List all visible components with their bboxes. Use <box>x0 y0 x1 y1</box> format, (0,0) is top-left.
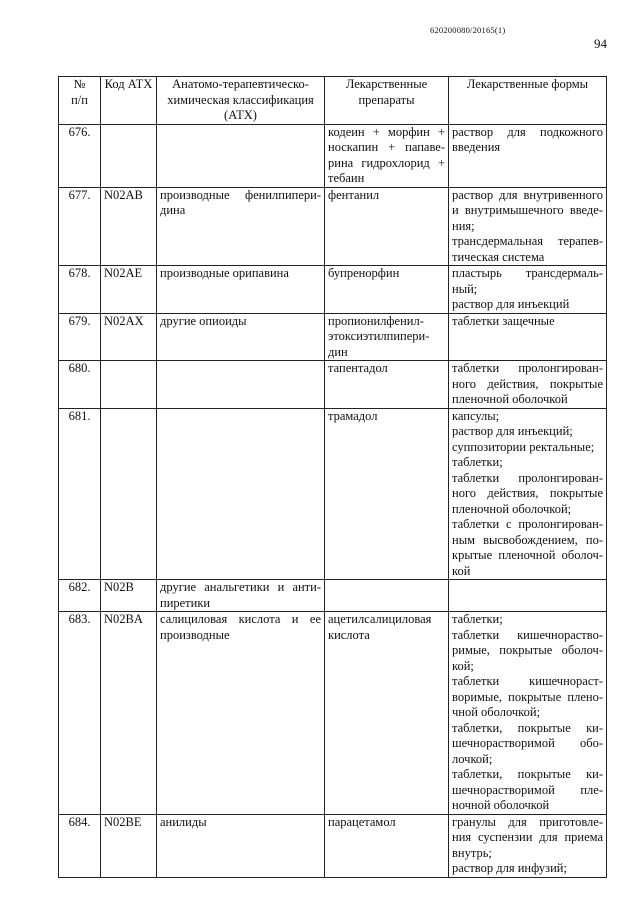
atc-code: N02AB <box>101 187 157 266</box>
row-number: 684. <box>59 814 101 877</box>
classification-cell <box>157 580 325 612</box>
atc-code: N02BE <box>101 814 157 877</box>
cell-line: раствор для инфузий; <box>452 861 567 875</box>
cell-line: введения <box>452 140 501 154</box>
cell-line: ацетилсалициловая <box>328 612 432 626</box>
cell-line: таблетки, покрытые ки- <box>452 720 603 735</box>
dosage-forms-cell <box>449 124 607 187</box>
drug-cell <box>325 408 449 580</box>
cell-line: таблетки защечные <box>452 313 555 328</box>
atc-code <box>101 408 157 580</box>
header-dosage-forms: Лекарственные формы <box>449 77 607 125</box>
cell-line: ния; <box>452 218 475 233</box>
classification-cell <box>157 408 325 580</box>
drug-cell <box>325 124 449 187</box>
cell-line: бупренорфин <box>328 266 400 280</box>
drug-cell <box>325 187 449 266</box>
page-number: 94 <box>594 36 607 51</box>
table-row <box>59 408 607 580</box>
atc-code <box>101 124 157 187</box>
cell-line: пластырь трансдермаль- <box>452 266 603 280</box>
cell-line: кой <box>452 563 471 578</box>
cell-line: ного действия, покрытые <box>452 376 603 391</box>
cell-line: таблетки кишечнораство- <box>452 627 603 642</box>
cell-line: суппозитории ректальные; <box>452 439 595 454</box>
cell-line: шечнорастворимой пле- <box>452 782 603 797</box>
cell-line: фентанил <box>328 187 380 202</box>
cell-line: лочкой; <box>452 751 493 766</box>
cell-line: производные фенилпипери- <box>160 187 321 202</box>
cell-line: раствор для подкожного <box>452 124 603 139</box>
row-number: 683. <box>59 612 101 815</box>
cell-line: пиретики <box>160 595 211 610</box>
cell-line: кой; <box>452 658 474 673</box>
cell-line: таблетки пролонгирован- <box>452 470 603 485</box>
table-row <box>59 313 607 361</box>
cell-line: шечнорастворимой обо- <box>452 736 603 750</box>
classification-cell <box>157 266 325 314</box>
cell-line: парацетамол <box>328 814 396 829</box>
cell-line: ночной оболочкой <box>452 798 550 812</box>
drug-cell <box>325 612 449 815</box>
cell-line: внутрь; <box>452 845 492 860</box>
cell-line: римые, покрытые оболоч- <box>452 643 603 657</box>
dosage-forms-cell <box>449 408 607 580</box>
cell-line: раствор для инъекций <box>452 297 570 311</box>
row-number: 678. <box>59 266 101 314</box>
cell-line: дина <box>160 203 186 217</box>
cell-line: носкапин + папаве- <box>328 140 445 154</box>
cell-line: ный; <box>452 281 478 296</box>
cell-line: таблетки, покрытые ки- <box>452 767 603 781</box>
cell-line: этоксиэтилпипери- <box>328 329 430 343</box>
table-row <box>59 612 607 815</box>
cell-line: производные <box>160 627 230 642</box>
cell-line: тапентадол <box>328 361 388 375</box>
cell-line: пленочной оболочкой <box>452 392 568 406</box>
drug-cell <box>325 580 449 612</box>
cell-line: таблетки с пролонгирован- <box>452 517 603 531</box>
cell-line: ния суспензии для приема <box>452 830 603 844</box>
cell-line: ным высвобождением, по- <box>452 532 603 547</box>
atc-code <box>101 361 157 409</box>
table-row <box>59 361 607 409</box>
drug-cell <box>325 814 449 877</box>
atc-code: N02B <box>101 580 157 612</box>
classification-cell <box>157 814 325 877</box>
cell-line: и внутримышечного введе- <box>452 203 603 217</box>
dosage-forms-cell <box>449 313 607 361</box>
header-atc-code: Код АТХ <box>101 77 157 125</box>
header-drugs: Лекарственные препараты <box>325 77 449 125</box>
table-row <box>59 266 607 314</box>
table-row <box>59 124 607 187</box>
atc-code: N02BA <box>101 612 157 815</box>
row-number: 676. <box>59 124 101 187</box>
cell-line: кислота <box>328 627 370 642</box>
cell-line: другие анальгетики и анти- <box>160 580 321 594</box>
classification-cell <box>157 361 325 409</box>
cell-line: гранулы для приготовле- <box>452 814 603 829</box>
cell-line: крытые пленочной оболоч- <box>452 548 603 562</box>
table-header-row <box>59 77 607 125</box>
cell-line: чной оболочкой; <box>452 705 541 719</box>
cell-line: анилиды <box>160 814 207 829</box>
dosage-forms-cell <box>449 187 607 266</box>
document-id: 620200080/20165(1) <box>430 25 506 35</box>
dosage-forms-cell <box>449 814 607 877</box>
cell-line: трамадол <box>328 408 378 423</box>
cell-line: таблетки кишечнораст- <box>452 674 603 688</box>
classification-cell <box>157 313 325 361</box>
dosage-forms-cell <box>449 580 607 612</box>
atc-table <box>58 76 607 878</box>
cell-line: салициловая кислота и ее <box>160 612 321 626</box>
drug-cell <box>325 313 449 361</box>
header-number: № п/п <box>59 77 101 125</box>
cell-line: таблетки пролонгирован- <box>452 361 603 375</box>
cell-line: таблетки; <box>452 612 503 626</box>
row-number: 682. <box>59 580 101 612</box>
header-classification: Анатомо-терапевтическо- химическая классификация (АТХ) <box>157 77 325 125</box>
row-number: 679. <box>59 313 101 361</box>
cell-line: таблетки; <box>452 455 503 469</box>
cell-line: пропионилфенил- <box>328 313 424 328</box>
drug-cell <box>325 361 449 409</box>
cell-line: раствор для внутривенного <box>452 187 603 202</box>
row-number: 681. <box>59 408 101 580</box>
dosage-forms-cell <box>449 361 607 409</box>
cell-line: производные орипавина <box>160 266 289 280</box>
drug-cell <box>325 266 449 314</box>
atc-code: N02AX <box>101 313 157 361</box>
table-row <box>59 187 607 266</box>
cell-line: воримые, покрытые плено- <box>452 689 603 704</box>
cell-line: раствор для инъекций; <box>452 424 573 438</box>
cell-line: кодеин + морфин + <box>328 124 445 139</box>
dosage-forms-cell <box>449 612 607 815</box>
classification-cell <box>157 124 325 187</box>
row-number: 677. <box>59 187 101 266</box>
cell-line: другие опиоиды <box>160 313 247 328</box>
atc-code: N02AE <box>101 266 157 314</box>
cell-line: трансдермальная терапев- <box>452 234 603 248</box>
table-row <box>59 814 607 877</box>
cell-line: тическая система <box>452 249 545 264</box>
cell-line: пленочной оболочкой; <box>452 501 572 516</box>
cell-line: ного действия, покрытые <box>452 486 603 500</box>
cell-line: рина гидрохлорид + <box>328 155 445 170</box>
dosage-forms-cell <box>449 266 607 314</box>
classification-cell <box>157 187 325 266</box>
cell-line: дин <box>328 344 348 359</box>
cell-line: капсулы; <box>452 408 500 423</box>
classification-cell <box>157 612 325 815</box>
cell-line: тебаин <box>328 171 365 185</box>
row-number: 680. <box>59 361 101 409</box>
table-row <box>59 580 607 612</box>
